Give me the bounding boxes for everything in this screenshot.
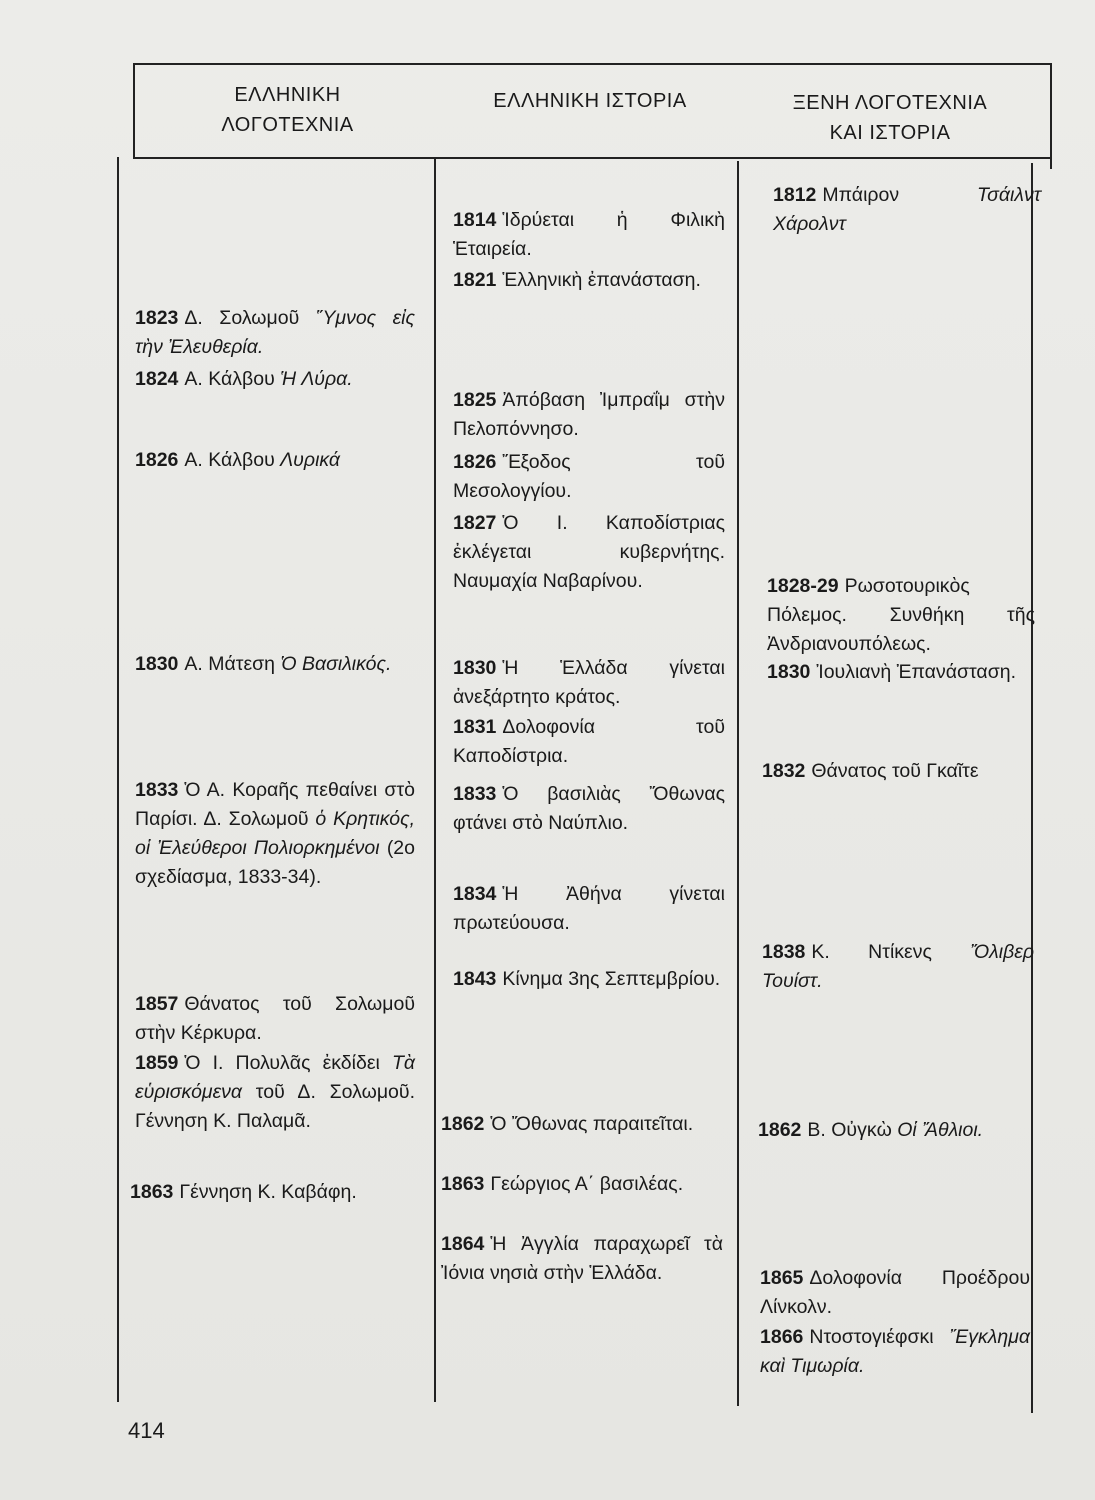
column-divider-right — [1031, 163, 1033, 1413]
hist-entry-1834: 1834 Ἡ Ἀθήνα γίνεται πρωτεύουσα. — [453, 883, 725, 934]
foreign-entry-1812: 1812 Μπάιρον Τσάιλντ Χάρολντ — [773, 184, 1041, 235]
hist-entry-1825: 1825 Ἀπόβαση Ἰμπραΐμ στὴν Πελοπόννησο. — [453, 389, 725, 440]
column-divider-middle-right — [737, 161, 739, 1406]
foreign-entry-1862: 1862 Β. Οὐγκὼ Οἱ Ἄθλιοι. — [758, 1119, 984, 1141]
table-right-border — [1050, 63, 1052, 169]
lit-entry-1833: 1833 Ὁ Α. Κοραῆς πεθαίνει στὸ Παρίσι. Δ. Σολωμοῦ ὁ Κρητικός, οἱ Ἐλεύθεροι Πολιορκημένοι (2ο σχεδίασμα, 1833-34). — [135, 779, 415, 888]
hist-entry-1864: 1864 Ἡ Ἀγγλία παραχωρεῖ τὰ Ἰόνια νησιὰ στὴν Ἑλλάδα. — [441, 1233, 723, 1284]
lit-entry-1830: 1830 Α. Μάτεση Ὁ Βασιλικός. — [135, 653, 392, 675]
header-greek-literature — [150, 80, 425, 140]
foreign-entry-1865: 1865 Δολοφονία Προέδρου Λίνκολν. — [760, 1267, 1030, 1318]
foreign-entry-1866: 1866 Ντοστογιέφσκι Ἔγκλημα καὶ Τιμωρία. — [760, 1326, 1030, 1377]
header-foreign-lit-history — [755, 88, 1025, 148]
hist-entry-1821: 1821 Ἑλληνικὴ ἐπανάσταση. — [453, 269, 701, 291]
foreign-entry-1830: 1830 Ἰουλιανὴ Ἐπανάσταση. — [767, 661, 1017, 683]
lit-entry-1863: 1863 Γέννηση Κ. Καβάφη. — [130, 1181, 357, 1203]
lit-entry-1824: 1824 Α. Κάλβου Ἡ Λύρα. — [135, 368, 353, 390]
hist-entry-1827: 1827 Ὁ Ι. Καποδίστριας ἐκλέγεται κυβερνήτης. Ναυμαχία Ναβαρίνου. — [453, 512, 725, 592]
hist-entry-1833: 1833 Ὁ βασιλιὰς Ὄθωνας φτάνει στὸ Ναύπλιο. — [453, 783, 725, 834]
hist-entry-1863: 1863 Γεώργιος Α΄ βασιλέας. — [441, 1173, 684, 1195]
header-greek-literature-line1: ΕΛΛΗΝΙΚΗ — [234, 84, 341, 106]
table-left-border — [133, 63, 135, 159]
header-greek-history-text: ΕΛΛΗΝΙΚΗ ΙΣΤΟΡΙΑ — [493, 90, 687, 112]
foreign-entry-1832: 1832 Θάνατος τοῦ Γκαῖτε — [762, 760, 979, 782]
foreign-entry-1838: 1838 Κ. Ντίκενς Ὄλιβερ Τουίστ. — [762, 941, 1034, 992]
lit-entry-1823: 1823 Δ. Σολωμοῦ Ὕμνος εἰς τὴν Ἐλευθερία. — [135, 307, 415, 358]
header-greek-history — [450, 86, 730, 116]
hist-entry-1843: 1843 Κίνημα 3ης Σεπτεμβρίου. — [453, 968, 721, 990]
lit-entry-1826: 1826 Α. Κάλβου Λυρικά — [135, 449, 341, 471]
hist-entry-1826: 1826 Ἔξοδος τοῦ Μεσολογγίου. — [453, 451, 725, 502]
lit-entry-1859: 1859 Ὁ Ι. Πολυλᾶς ἐκδίδει Τὰ εὑρισκόμενα τοῦ Δ. Σολωμοῦ. Γέννηση Κ. Παλαμᾶ. — [135, 1052, 415, 1132]
hist-entry-1862: 1862 Ὁ Ὄθωνας παραιτεῖται. — [441, 1113, 694, 1135]
column-divider-middle-left — [434, 157, 436, 1402]
lit-entry-1857: 1857 Θάνατος τοῦ Σολωμοῦ στὴν Κέρκυρα. — [135, 993, 415, 1044]
header-bottom-border — [133, 157, 1052, 159]
column-divider-left — [117, 157, 119, 1402]
page-number: 414 — [128, 1418, 165, 1443]
hist-entry-1814: 1814 Ἱδρύεται ἡ Φιλικὴ Ἑταιρεία. — [453, 209, 725, 260]
hist-entry-1831: 1831 Δολοφονία τοῦ Καποδίστρια. — [453, 716, 725, 767]
table-top-border — [133, 63, 1052, 65]
hist-entry-1830: 1830 Ἡ Ἑλλάδα γίνεται ἀνεξάρτητο κράτος. — [453, 657, 725, 708]
header-foreign-line2: ΚΑΙ ΙΣΤΟΡΙΑ — [829, 122, 951, 144]
header-greek-literature-line2: ΛΟΓΟΤΕΧΝΙΑ — [221, 114, 354, 136]
header-foreign-line1: ΞΕΝΗ ΛΟΓΟΤΕΧΝΙΑ — [792, 92, 988, 114]
foreign-entry-1828-29: 1828-29 Ρωσοτουρικὸς Πόλεμος. Συνθήκη τῆς Ἀνδριανουπόλεως. — [767, 575, 1035, 655]
